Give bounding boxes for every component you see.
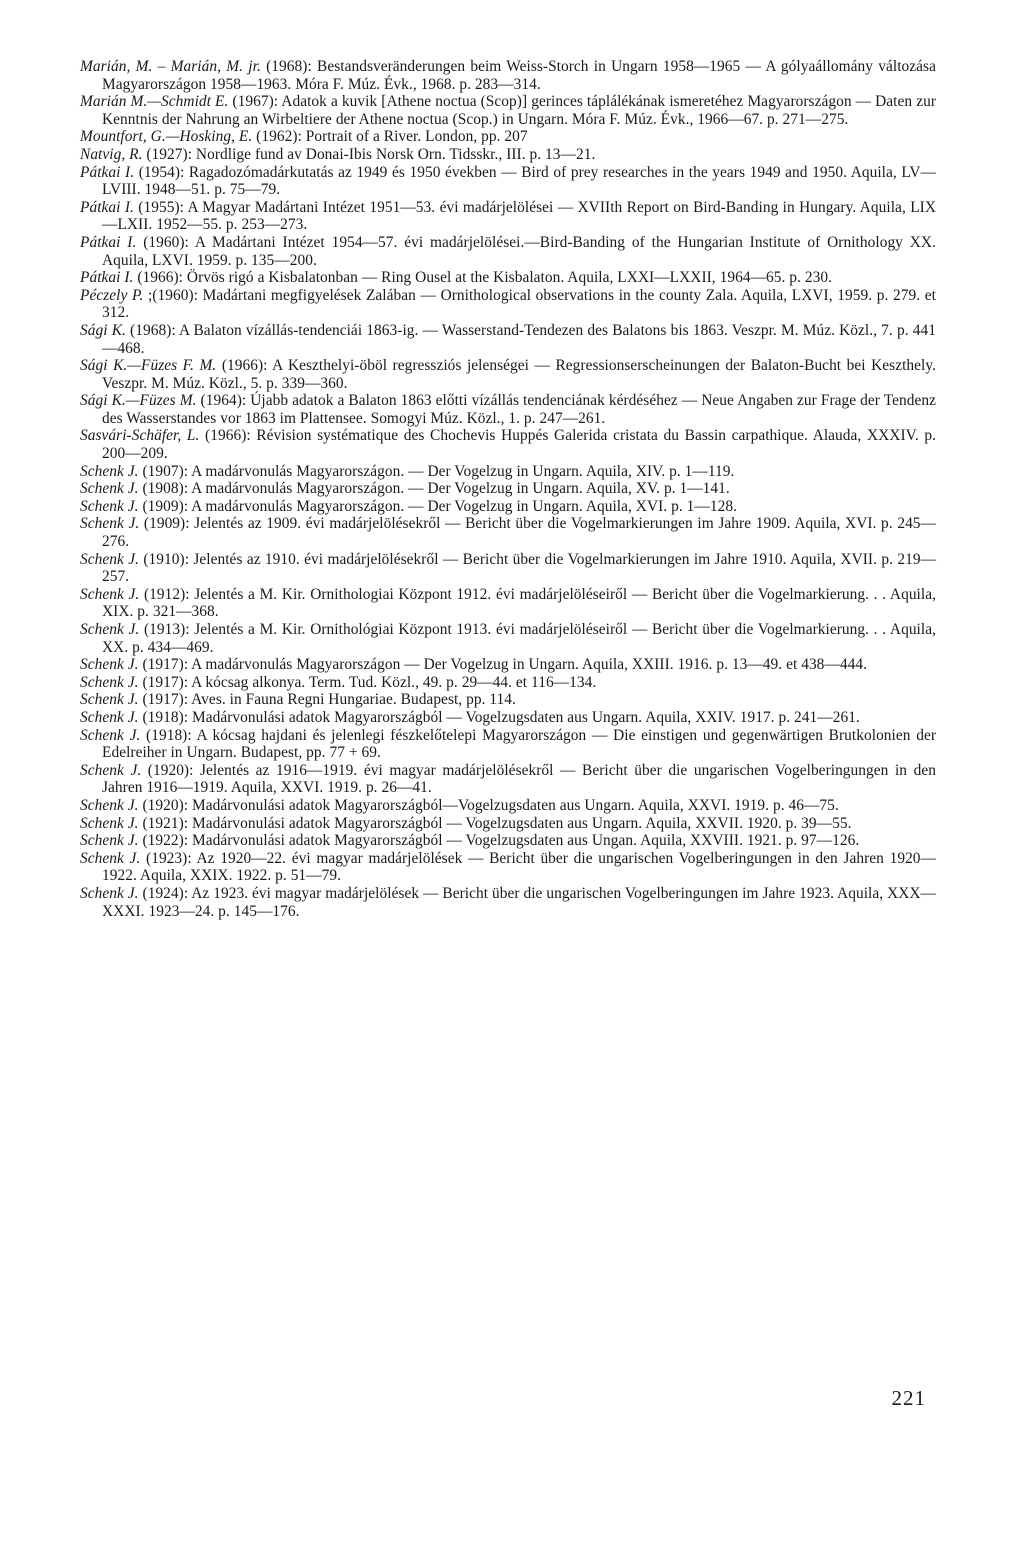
reference-list xyxy=(80,58,936,920)
reference-author: Pátkai I. xyxy=(80,198,134,216)
reference-author: Schenk J. xyxy=(80,708,139,726)
reference-text: (1966): Révision systématique des Chochevis Huppés Galerida cristata du Bassin carpathique. Alauda, XXXIV. p. 200—209. xyxy=(102,427,936,463)
reference-text: (1920): Jelentés az 1916—1919. évi magyar madárjelölésekről — Bericht über die ungarischen Vogelberingungen in den Jahren 1916—1919. Aquila, XXVI. 1919. p. 26—41. xyxy=(102,761,936,797)
reference-entry xyxy=(80,656,936,674)
reference-entry xyxy=(80,498,936,516)
reference-text: (1924): Az 1923. évi magyar madárjelölések — Bericht über die ungarischen Vogelberingungen im Jahre 1923. Aquila, XXX—XXXI. 1923—24. p. 145—176. xyxy=(102,884,936,920)
reference-entry xyxy=(80,621,936,656)
reference-author: Marián M.—Schmidt E. xyxy=(80,93,229,111)
reference-text: (1921): Madárvonulási adatok Magyarországból — Vogelzugsdaten aus Ungarn. Aquila, XXVII. 1920. p. 39—55. xyxy=(138,814,852,832)
reference-text: (1908): A madárvonulás Magyarországon. — Der Vogelzug in Ungarn. Aquila, XV. p. 1—141. xyxy=(138,480,730,498)
reference-entry xyxy=(80,164,936,199)
reference-text: (1968): Bestandsveränderungen beim Weiss-Storch in Ungarn 1958—1965 — A gólyaállomány változása Magyarországon 1958—1963. Móra F. Múz. Évk., 1968. p. 283—314. xyxy=(102,58,936,93)
reference-text: (1966): A Keszthelyi-öböl regressziós jelenségei — Regressionserscheinungen der Balaton-Bucht bei Keszthely. Veszpr. M. Múz. Közl., 5. p. 339—360. xyxy=(102,357,936,392)
reference-text: ;(1960): Madártani megfigyelések Zalában — Ornithological observations in the county Zala. Aquila, LXVI, 1959. p. 279. et 312. xyxy=(102,286,936,322)
reference-author: Sági K.—Füzes M. xyxy=(80,392,197,410)
reference-text: (1923): Az 1920—22. évi magyar madárjelölések — Bericht über die ungarischen Vogelberingungen in den Jahren 1920—1922. Aquila, XXIX. 1922. p. 51—79. xyxy=(102,849,936,885)
reference-author: Schenk J. xyxy=(80,462,139,480)
reference-entry xyxy=(80,287,936,322)
reference-text: (1917): Aves. in Fauna Regni Hungariae. Budapest, pp. 114. xyxy=(138,691,516,709)
reference-author: Pátkai I. xyxy=(80,233,137,251)
reference-author: Natvig, R. xyxy=(80,145,143,163)
reference-entry xyxy=(80,515,936,550)
reference-text: (1909): Jelentés az 1909. évi madárjelölésekről — Bericht über die Vogelmarkierungen im Jahre 1909. Aquila, XVI. p. 245—276. xyxy=(102,515,936,551)
reference-text: (1909): A madárvonulás Magyarországon. — Der Vogelzug in Ungarn. Aquila, XVI. p. 1—128. xyxy=(138,497,737,515)
reference-entry xyxy=(80,674,936,692)
reference-author: Schenk J. xyxy=(80,621,140,638)
reference-text: (1920): Madárvonulási adatok Magyarországból—Vogelzugsdaten aus Ungarn. Aquila, XXVI. 1919. p. 46—75. xyxy=(138,796,839,814)
reference-entry xyxy=(80,269,936,287)
reference-entry xyxy=(80,850,936,885)
reference-author: Pátkai I. xyxy=(80,163,135,181)
reference-author: Schenk J. xyxy=(80,849,141,867)
reference-author: Schenk J. xyxy=(80,884,139,902)
reference-author: Sági K. xyxy=(80,321,126,339)
reference-text: (1910): Jelentés az 1910. évi madárjelölésekről — Bericht über die Vogelmarkierungen im Jahre 1910. Aquila, XVII. p. 219—257. xyxy=(102,550,937,586)
reference-author: Schenk J. xyxy=(80,497,139,515)
reference-entry xyxy=(80,392,936,427)
reference-entry xyxy=(80,797,936,815)
reference-text: (1918): A kócsag hajdani és jelenlegi fészkelőtelepi Magyarországon — Die einstigen und gegenwärtigen Brutkolonien der Edelreiher in Ungarn. Budapest, pp. 77 + 69. xyxy=(102,726,936,762)
reference-author: Pátkai I. xyxy=(80,269,134,287)
reference-entry xyxy=(80,815,936,833)
reference-author: Sasvári-Schäfer, L. xyxy=(80,427,200,445)
reference-author: Schenk J. xyxy=(80,550,140,568)
reference-text: (1964): Újabb adatok a Balaton 1863 előtti vízállás tendenciának kérdéséhez — Neue Angaben zur Frage der Tendenz des Wasserstandes vor 1863 im Plattensee. Somogyi Múz. Közl., 1. p. 247—261. xyxy=(102,392,936,427)
reference-entry xyxy=(80,58,936,93)
reference-author: Schenk J. xyxy=(80,515,140,533)
reference-entry xyxy=(80,357,936,392)
reference-entry xyxy=(80,480,936,498)
reference-text: (1913): Jelentés a M. Kir. Ornithológiai Központ 1913. évi madárjelöléseiről — Bericht über die Vogelmarkierung. . . Aquila, XX. p. 434—469. xyxy=(102,621,936,656)
reference-author: Mountfort, G.—Hosking, E. xyxy=(80,128,253,146)
reference-text: (1962): Portrait of a River. London, pp. 207 xyxy=(252,128,528,146)
reference-author: Marián, M. – Marián, M. jr. xyxy=(80,58,261,75)
reference-author: Péczely P. xyxy=(80,286,144,304)
reference-entry xyxy=(80,691,936,709)
reference-entry xyxy=(80,322,936,357)
document-page xyxy=(80,58,936,1498)
reference-text: (1917): A madárvonulás Magyarországon — Der Vogelzug in Ungarn. Aquila, XXIII. 1916. p. 13—49. et 438—444. xyxy=(138,656,868,674)
reference-entry xyxy=(80,463,936,481)
reference-author: Schenk J. xyxy=(80,761,142,779)
reference-text: (1968): A Balaton vízállás-tendenciái 1863-ig. — Wasserstand-Tendezen des Balatons bis 1863. Veszpr. M. Múz. Közl., 7. p. 441—468. xyxy=(102,321,936,357)
reference-entry xyxy=(80,199,936,234)
reference-entry xyxy=(80,427,936,462)
reference-entry xyxy=(80,727,936,762)
reference-text: (1955): A Magyar Madártani Intézet 1951—53. évi madárjelölései — XVIIth Report on Bird-Banding in Hungary. Aquila, LIX—LXII. 1952—55. p. 253—273. xyxy=(102,198,937,234)
reference-text: (1954): Ragadozómadárkutatás az 1949 és 1950 években — Bird of prey researches in the years 1949 and 1950. Aquila, LV—LVIII. 1948—51. p. 75—79. xyxy=(102,163,936,199)
page-number: 221 xyxy=(891,1386,926,1410)
reference-text: (1912): Jelentés a M. Kir. Ornithologiai Központ 1912. évi madárjelöléseiről — Bericht über die Vogelmarkierung. . . Aquila, XIX. p. 321—368. xyxy=(102,585,936,621)
reference-text: (1966): Örvös rigó a Kisbalatonban — Ring Ousel at the Kisbalaton. Aquila, LXXI—LXXII, 1964—65. p. 230. xyxy=(133,269,832,287)
reference-text: (1918): Madárvonulási adatok Magyarországból — Vogelzugsdaten aus Ungarn. Aquila, XXIV. 1917. p. 241—261. xyxy=(138,708,860,726)
reference-entry xyxy=(80,885,936,920)
reference-text: (1927): Nordlige fund av Donai-Ibis Norsk Orn. Tidsskr., III. p. 13—21. xyxy=(142,145,596,163)
reference-entry xyxy=(80,146,936,164)
reference-text: (1917): A kócsag alkonya. Term. Tud. Közl., 49. p. 29—44. et 116—134. xyxy=(138,673,597,691)
reference-entry xyxy=(80,128,936,146)
reference-author: Schenk J. xyxy=(80,673,139,691)
reference-text: (1907): A madárvonulás Magyarországon. — Der Vogelzug in Ungarn. Aquila, XIV. p. 1—119. xyxy=(138,462,735,480)
reference-text: (1922): Madárvonulási adatok Magyarországból — Vogelzugsdaten aus Ungan. Aquila, XXVIII. 1921. p. 97—126. xyxy=(138,832,860,850)
reference-entry xyxy=(80,709,936,727)
reference-entry xyxy=(80,93,936,128)
reference-entry xyxy=(80,762,936,797)
reference-entry xyxy=(80,832,936,850)
reference-author: Schenk J. xyxy=(80,656,139,674)
reference-author: Schenk J. xyxy=(80,480,139,498)
reference-author: Schenk J. xyxy=(80,832,139,850)
reference-entry xyxy=(80,551,936,586)
reference-text: (1960): A Madártani Intézet 1954—57. évi madárjelölései.—Bird-Banding of the Hungarian Institute of Ornithology XX. Aquila, LXVI. 1959. p. 135—200. xyxy=(102,233,936,269)
reference-author: Sági K.—Füzes F. M. xyxy=(80,357,217,375)
reference-author: Schenk J. xyxy=(80,814,139,832)
reference-author: Schenk J. xyxy=(80,585,140,603)
reference-text: (1967): Adatok a kuvik [Athene noctua (Scop)] gerinces táplálékának ismeretéhez Magyarországon — Daten zur Kenntnis der Nahrung an Wirbeltiere der Athene noctua (Scop.) in Ungarn. Móra F. Múz. Évk., 1966—67. p. 271—275. xyxy=(102,93,936,128)
reference-author: Schenk J. xyxy=(80,691,139,709)
reference-entry xyxy=(80,234,936,269)
reference-author: Schenk J. xyxy=(80,796,139,814)
reference-entry xyxy=(80,586,936,621)
reference-author: Schenk J. xyxy=(80,726,141,744)
